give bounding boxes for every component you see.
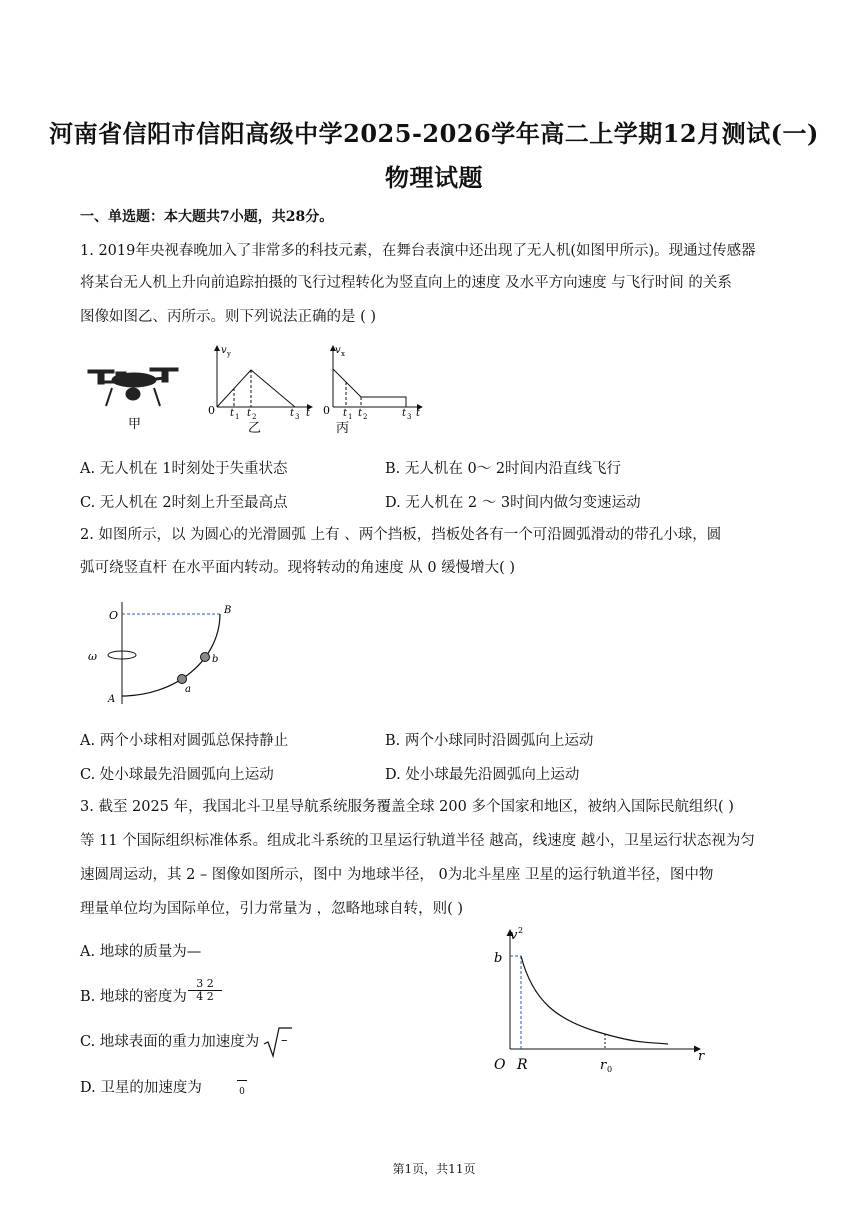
q2-option-d: D. 处小球最先沿圆弧向上运动 <box>385 767 580 783</box>
vy-t-graph <box>200 340 320 435</box>
drone-camera <box>126 388 140 400</box>
drone-rotor-right <box>150 368 178 371</box>
svg-text:ω: ω <box>88 650 97 663</box>
svg-text:2: 2 <box>518 926 524 935</box>
q3-option-d-fraction: 0 <box>237 1080 247 1097</box>
svg-text:2: 2 <box>363 413 368 421</box>
question-1-line-2: 将某台无人机上升向前追踪拍摄的飞行过程转化为竖直向上的速度 及水平方向速度 与飞行时间 的关系 <box>80 275 732 291</box>
svg-text:0: 0 <box>208 404 215 417</box>
question-1-line-3: 图像如图乙、丙所示。则下列说法正确的是 ( ) <box>80 309 377 325</box>
vx-t-graph <box>318 340 428 435</box>
svg-text:x: x <box>341 350 345 358</box>
arc-figure <box>84 598 244 708</box>
page-number: 第1页，共11页 <box>392 1162 476 1176</box>
q3-option-b-fraction: 3 2 4 2 <box>188 978 222 1003</box>
svg-text:O: O <box>494 1057 506 1072</box>
q2-option-a: A. 两个小球相对圆弧总保持静止 <box>80 733 289 749</box>
q2-option-b: B. 两个小球同时沿圆弧向上运动 <box>385 733 594 749</box>
page-title: 河南省信阳市信阳高级中学2025-2026学年高二上学期12月测试(一) <box>49 119 819 148</box>
svg-text:–: – <box>281 1033 288 1048</box>
curve <box>521 956 668 1044</box>
svg-text:t: t <box>230 408 235 419</box>
svg-text:y: y <box>227 350 231 358</box>
question-2-line-2: 弧可绕竖直杆 在水平面内转动。现将转动的角速度 从 0 缓慢增大( ) <box>80 560 516 576</box>
drone-figure <box>86 360 182 432</box>
svg-text:v: v <box>510 928 518 943</box>
figure-label-yi: 乙 <box>248 421 262 435</box>
figure-label-jia: 甲 <box>128 417 142 432</box>
q1-option-a: A. 无人机在 1时刻处于失重状态 <box>80 461 288 477</box>
question-1-line-1: 1. 2019年央视春晚加入了非常多的科技元素，在舞台表演中还出现了无人机(如图甲所示)。现通过传感器 <box>80 243 756 259</box>
drone-rotor-left <box>88 370 114 373</box>
q3-option-d: D. 卫星的加速度为 <box>80 1080 202 1096</box>
svg-text:r: r <box>600 1058 607 1072</box>
ball-a <box>178 675 187 684</box>
v2-r-graph <box>488 922 712 1072</box>
question-3-line-3: 速圆周运动，其 2 – 图像如图所示，图中 为地球半径， 0为北斗星座 卫星的运行轨道半径，图中物 <box>80 867 714 883</box>
svg-text:3: 3 <box>407 413 412 421</box>
ball-b <box>201 653 210 662</box>
q2-option-c: C. 处小球最先沿圆弧向上运动 <box>80 767 274 783</box>
svg-text:3: 3 <box>295 413 300 421</box>
section-heading: 一、单选题：本大题共7小题，共28分。 <box>80 209 334 225</box>
svg-text:1: 1 <box>235 413 240 421</box>
svg-text:A: A <box>108 694 116 705</box>
figure-label-bing: 丙 <box>336 421 350 435</box>
svg-text:R: R <box>517 1057 528 1072</box>
sqrt-icon <box>262 1024 298 1060</box>
q1-option-c: C. 无人机在 2时刻上升至最高点 <box>80 495 288 511</box>
svg-text:t: t <box>416 408 421 419</box>
q3-option-a: A. 地球的质量为— <box>80 944 202 960</box>
question-3-line-4: 理量单位均为国际单位，引力常量为 ，忽略地球自转，则( ) <box>80 901 464 917</box>
svg-text:v: v <box>335 345 341 356</box>
svg-text:t: t <box>358 408 363 419</box>
svg-text:2: 2 <box>252 413 257 421</box>
q3-option-c: C. 地球表面的重力加速度为 <box>80 1034 260 1050</box>
svg-text:B: B <box>224 605 232 616</box>
svg-text:b: b <box>212 654 219 665</box>
svg-text:r: r <box>698 1049 705 1064</box>
svg-text:0: 0 <box>323 404 330 417</box>
svg-text:O: O <box>109 609 119 622</box>
svg-text:a: a <box>185 684 191 695</box>
q3-option-b: B. 地球的密度为 <box>80 989 187 1005</box>
svg-text:t: t <box>402 408 407 419</box>
q1-option-b: B. 无人机在 0～ 2时间内沿直线飞行 <box>385 461 622 477</box>
page-subtitle: 物理试题 <box>385 163 483 192</box>
svg-text:0: 0 <box>607 1065 613 1072</box>
svg-text:b: b <box>494 951 503 966</box>
question-2-line-1: 2. 如图所示，以 为圆心的光滑圆弧 上有 、两个挡板，挡板处各有一个可沿圆弧滑动的带孔小球，圆 <box>80 527 722 543</box>
svg-text:t: t <box>306 408 311 419</box>
question-3-line-1: 3. 截至 2025 年，我国北斗卫星导航系统服务覆盖全球 200 多个国家和地区，被纳入国际民航组织( ) <box>80 799 734 815</box>
svg-text:t: t <box>290 408 295 419</box>
svg-text:v: v <box>221 345 227 356</box>
svg-text:t: t <box>247 408 252 419</box>
svg-text:t: t <box>343 408 348 419</box>
q1-option-d: D. 无人机在 2 ～ 3时间内做匀变速运动 <box>385 495 641 511</box>
question-3-line-2: 等 11 个国际组织标准体系。组成北斗系统的卫星运行轨道半径 越高，线速度 越小，卫星运行状态视为匀 <box>80 833 755 849</box>
svg-text:1: 1 <box>348 413 353 421</box>
